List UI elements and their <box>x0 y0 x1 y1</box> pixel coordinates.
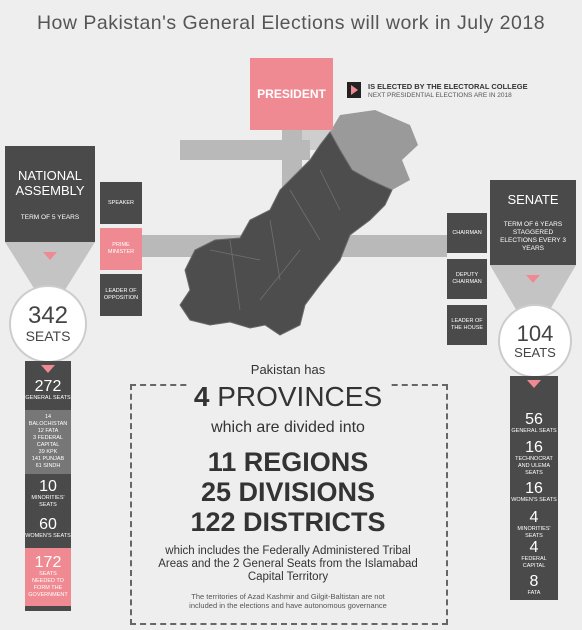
na-general-label: GENERAL SEATS <box>25 395 71 401</box>
includes-text: which includes the Federally Administered Tribal Areas and the 2 General Seats from the Islamabad Capital Territory <box>158 545 418 583</box>
senate-item-label: FEDERAL CAPITAL <box>521 556 547 570</box>
senate-item <box>510 540 558 570</box>
na-breakdown-item: 14 BALOCHISTAN <box>28 414 68 427</box>
pm-label: PRIME MINISTER <box>107 242 135 255</box>
na-title: NATIONAL ASSEMBLY <box>15 167 85 198</box>
na-seats-circle <box>9 285 87 363</box>
senate-item <box>510 509 558 541</box>
senate-item <box>511 408 556 440</box>
senate-seats-number: 104 <box>516 320 554 346</box>
na-breakdown-item: 12 FATA <box>37 428 59 434</box>
funnel-shape <box>5 242 95 290</box>
footnote-text: The territories of Azad Kashmir and Gilgit-Baltistan are not included in the elections and have autonomous governance <box>189 592 387 610</box>
na-breakdown-item: 61 SINDH <box>35 463 61 469</box>
senate-heading <box>490 180 576 265</box>
senate-title: SENATE <box>507 192 559 207</box>
senate-seats-stack <box>510 376 558 600</box>
na-women <box>25 512 71 544</box>
na-seats-number: 342 <box>27 302 69 329</box>
president-next-election: NEXT PRESIDENTIAL ELECTIONS ARE IN 2018 <box>368 92 512 99</box>
na-seats-label: SEATS <box>25 328 71 344</box>
speaker-box <box>100 182 142 224</box>
chairman-label: CHAIRMAN <box>452 229 482 236</box>
opposition-label: LEADER OF OPPOSITION <box>103 288 139 301</box>
chairman-box <box>447 213 487 253</box>
senate-item-number: 16 <box>525 480 543 498</box>
provinces-line <box>188 381 388 413</box>
senate-item-number: 4 <box>529 539 539 557</box>
senate-seats-circle <box>498 304 572 378</box>
senate-item-label: GENERAL SEATS <box>511 428 557 435</box>
info-panel <box>140 362 436 610</box>
provinces-text: PROVINCES <box>217 381 383 412</box>
na-women-number: 60 <box>39 515 57 533</box>
senate-item-label: FATA <box>527 589 541 596</box>
senate-item-number: 8 <box>529 572 539 590</box>
down-arrow-icon <box>41 365 55 373</box>
leader-house-box <box>447 305 487 345</box>
provinces-number: 4 <box>193 381 210 412</box>
senate-item-number: 56 <box>525 411 543 429</box>
na-breakdown-item: 141 PUNJAB <box>31 456 65 462</box>
speaker-label: SPEAKER <box>108 199 134 206</box>
divided-text: which are divided into <box>211 419 365 436</box>
na-minorities-number: 10 <box>39 478 57 495</box>
na-majority-box <box>25 548 71 606</box>
na-breakdown <box>25 410 71 474</box>
president-note: IS ELECTED BY THE ELECTORAL COLLEGE <box>368 82 528 91</box>
intro-text: Pakistan has <box>250 362 326 377</box>
page-title: How Pakistan's General Elections will work in July 2018 <box>36 12 546 34</box>
na-term: TERM OF 5 YEARS <box>20 213 80 221</box>
na-majority-number: 172 <box>34 554 62 571</box>
senate-item-label: MINORITIES' SEATS <box>517 525 551 539</box>
deputy-chairman-label: DEPUTY CHAIRMAN <box>452 272 482 285</box>
senate-item <box>511 477 557 509</box>
senate-seats-label: SEATS <box>514 344 556 360</box>
national-assembly-heading <box>5 146 95 242</box>
na-general-number: 272 <box>34 378 62 395</box>
regions-text: 11 REGIONS <box>207 447 369 477</box>
play-arrow-icon <box>347 82 361 98</box>
prime-minister-box <box>100 228 142 270</box>
senate-item-label: TECHNOCRAT AND ULEMA SEATS <box>515 455 553 476</box>
na-minorities-label: MINORITIES' SEATS <box>31 495 65 508</box>
na-minorities <box>25 478 71 510</box>
senate-item-number: 4 <box>529 508 539 526</box>
na-breakdown-item: 3 FEDERAL CAPITAL <box>33 435 63 448</box>
senate-item <box>512 440 556 478</box>
na-breakdown-item: 39 KPK <box>38 449 58 455</box>
senate-item-number: 16 <box>525 438 543 456</box>
opposition-box <box>100 274 142 316</box>
na-women-label: WOMEN'S SEATS <box>25 532 71 539</box>
divisions-text: 25 DIVISIONS <box>200 477 376 507</box>
senate-item-label: WOMEN'S SEATS <box>511 497 557 504</box>
senate-item <box>528 570 541 600</box>
deputy-chairman-box <box>447 259 487 299</box>
leader-house-label: LEADER OF THE HOUSE <box>450 318 484 331</box>
senate-term: TERM OF 6 YEARS STAGGERED ELECTIONS EVERY 3 YEARS <box>500 221 566 252</box>
pakistan-map <box>170 110 440 340</box>
down-arrow-icon <box>527 380 541 388</box>
president-box: PRESIDENT <box>250 58 333 130</box>
districts-text: 122 DISTRICTS <box>190 507 386 537</box>
na-majority-label: SEATS NEEDED TO FORM THE GOVERNMENT <box>28 571 68 598</box>
